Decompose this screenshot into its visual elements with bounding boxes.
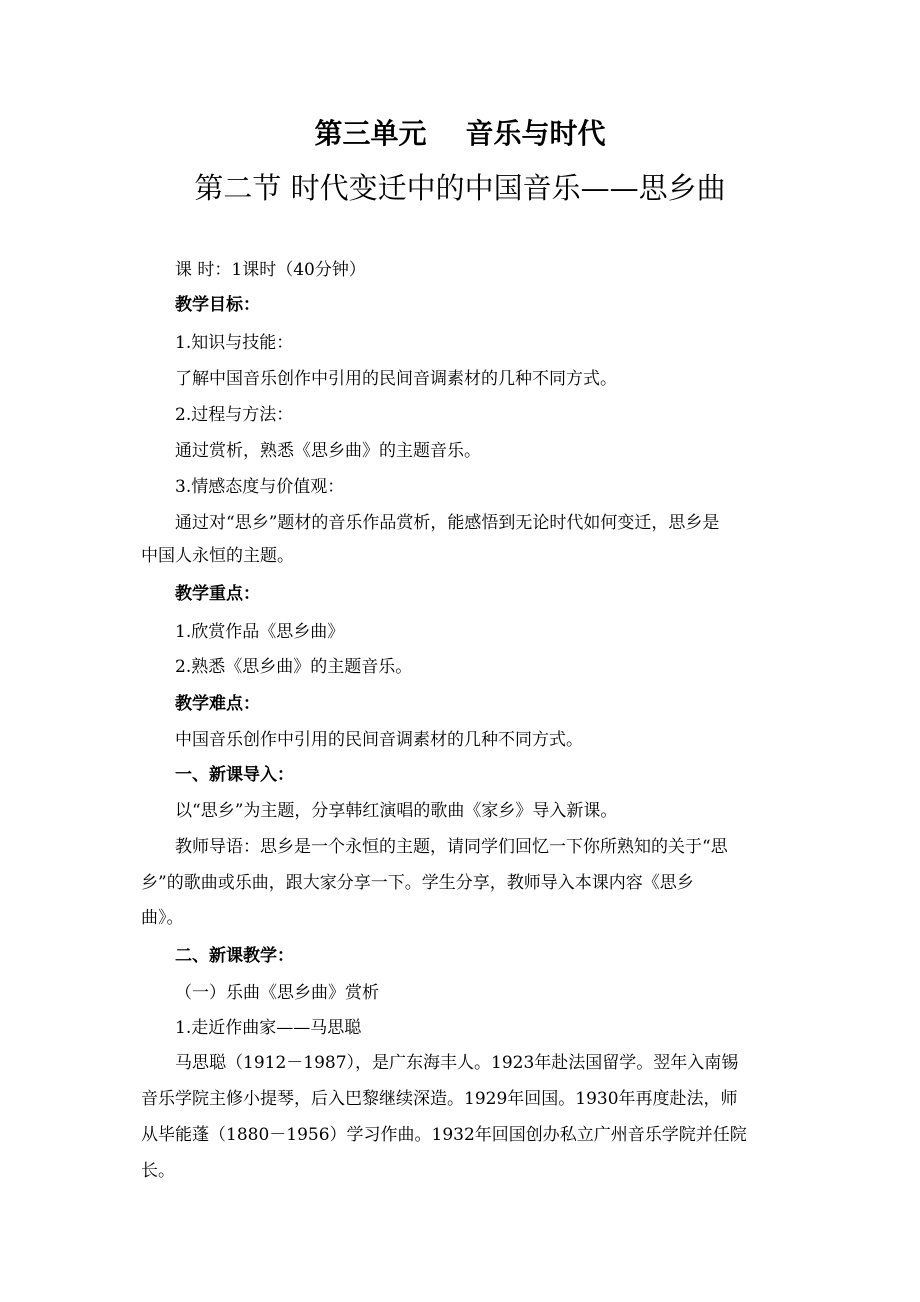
section-subtitle: 第二节 时代变迁中的中国音乐——思乡曲	[194, 171, 726, 205]
goal3-text-line2: 中国人永恒的主题。	[141, 546, 294, 566]
bio-line4: 长。	[141, 1161, 175, 1181]
teacher-intro-line1: 教师导语：思乡是一个永恒的主题，请同学们回忆一下你所熟知的关于“思	[175, 837, 728, 857]
goal1-text: 了解中国音乐创作中引用的民间音调素材的几种不同方式。	[175, 369, 617, 389]
item1-heading: 1.走近作曲家——马思聪	[175, 1018, 362, 1038]
goal2-text: 通过赏析，熟悉《思乡曲》的主题音乐。	[175, 441, 481, 461]
goal3-text-line1: 通过对“思乡”题材的音乐作品赏析，能感悟到无论时代如何变迁，思乡是	[175, 513, 720, 533]
difficulty-heading: 教学难点：	[175, 694, 260, 714]
unit-title: 第三单元 音乐与时代	[314, 117, 606, 150]
section1-heading: 一、新课导入：	[175, 765, 294, 785]
key-point-1: 1.欣赏作品《思乡曲》	[175, 622, 345, 642]
bio-line1: 马思聪（1912－1987），是广东海丰人。1923年赴法国留学。翌年入南锡	[175, 1053, 739, 1073]
bio-line3: 从毕能蓬（1880－1956）学习作曲。1932年回国创办私立广州音乐学院并任院	[141, 1125, 747, 1145]
subsection1-heading: （一）乐曲《思乡曲》赏析	[175, 983, 379, 1003]
bio-line2: 音乐学院主修小提琴，后入巴黎继续深造。1929年回国。1930年再度赴法，师	[141, 1089, 738, 1109]
key-point-2: 2.熟悉《思乡曲》的主题音乐。	[175, 657, 413, 677]
lesson-time: 课 时：1课时（40分钟）	[175, 260, 366, 280]
goal3-heading: 3.情感态度与价值观：	[175, 477, 345, 497]
section1-text: 以“思乡”为主题，分享韩红演唱的歌曲《家乡》导入新课。	[175, 801, 618, 821]
difficulty-text: 中国音乐创作中引用的民间音调素材的几种不同方式。	[175, 730, 583, 750]
goal2-heading: 2.过程与方法：	[175, 405, 294, 425]
key-heading: 教学重点：	[175, 584, 260, 604]
teacher-intro-line3: 曲》。	[141, 908, 184, 928]
goals-heading: 教学目标：	[175, 295, 260, 315]
section2-heading: 二、新课教学：	[175, 946, 294, 966]
goal1-heading: 1.知识与技能：	[175, 333, 294, 353]
teacher-intro-line2: 乡”的歌曲或乐曲，跟大家分享一下。学生分享，教师导入本课内容《思乡	[141, 873, 694, 893]
